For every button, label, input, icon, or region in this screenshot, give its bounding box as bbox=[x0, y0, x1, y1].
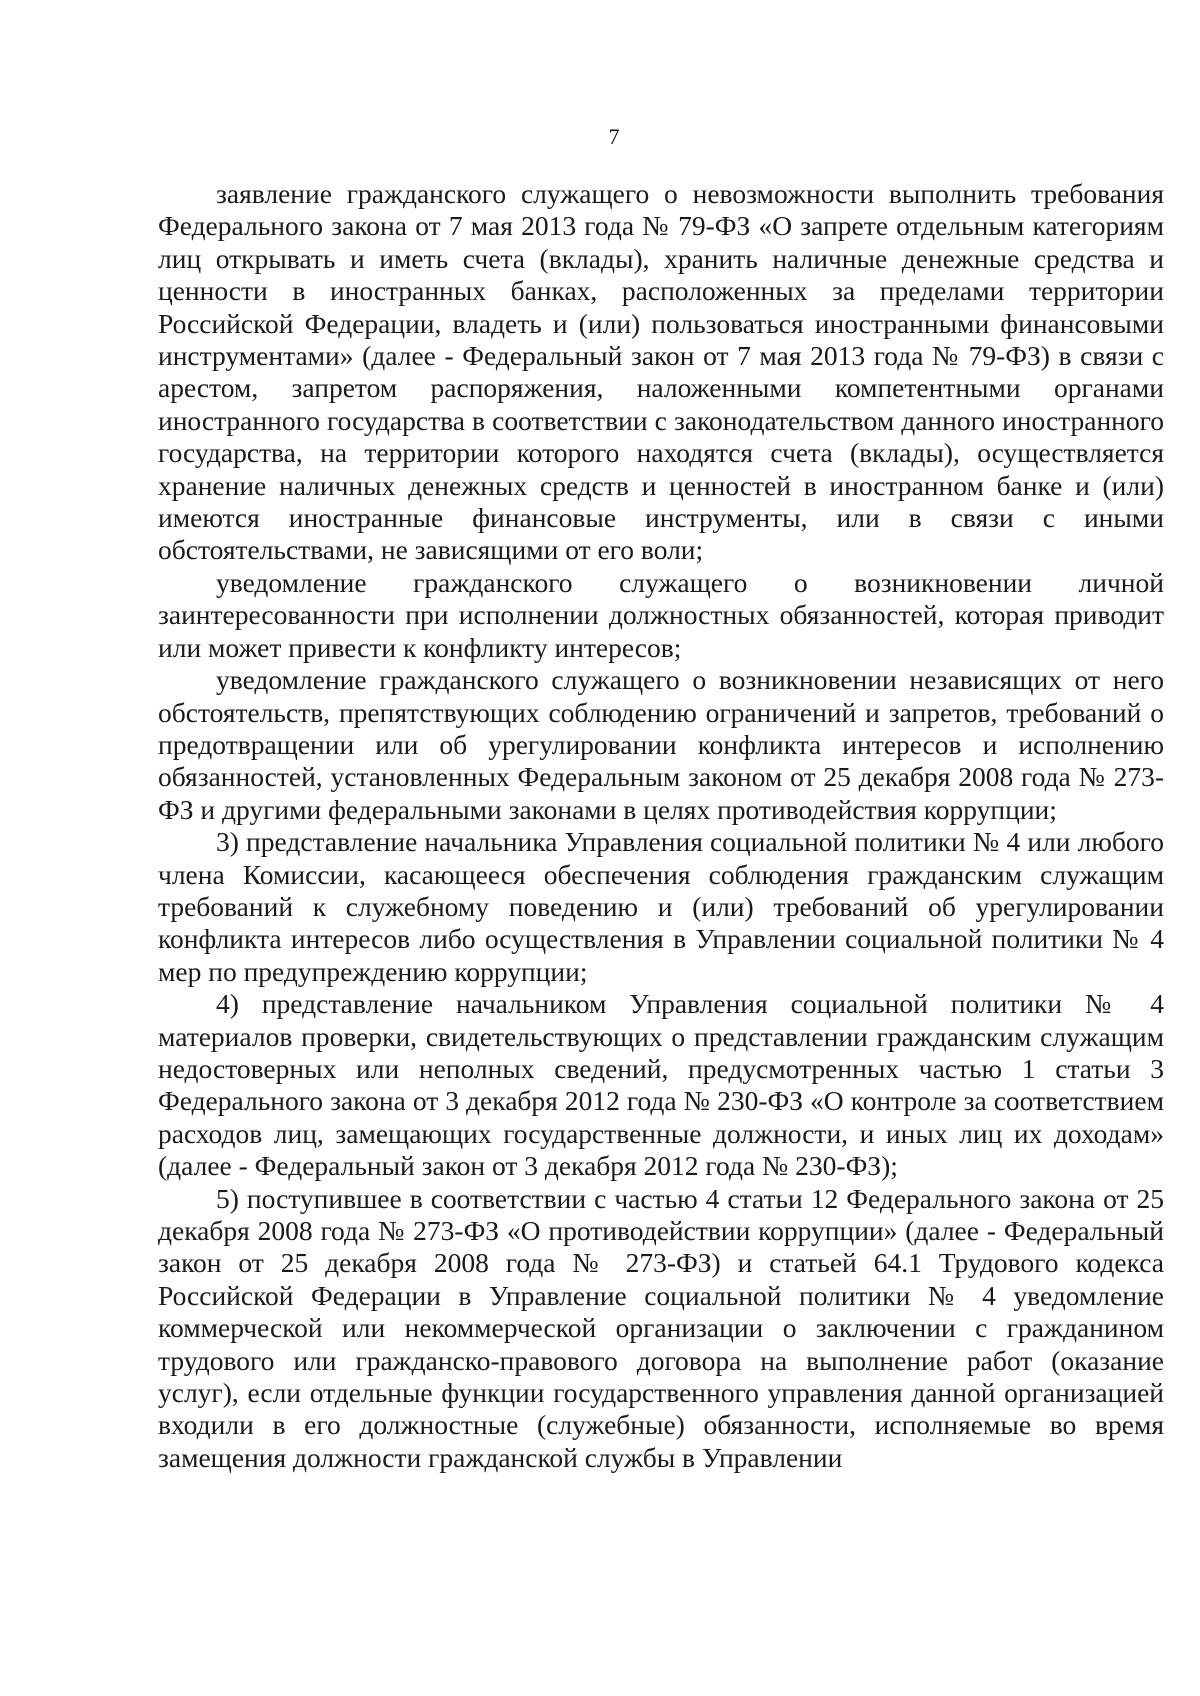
paragraph-item-3: 3) представление начальника Управления социальной политики № 4 или любого члена Комиссии, касающееся обеспечения соблюдения гражданским служащим требований к служебному поведению и (или) требований об урегулировании конфликта интересов либо осуществления в Управлении социальной политики № 4 мер по предупреждению коррупции; bbox=[158, 826, 1164, 987]
page-number: 7 bbox=[608, 124, 620, 149]
paragraph-item-5: 5) поступившее в соответствии с частью 4 статьи 12 Федерального закона от 25 декабря 2008 года № 273-ФЗ «О противодействии коррупции» (далее - Федеральный закон от 25 декабря 2008 года № 273-ФЗ) и статьей 64.1 Трудового кодекса Российской Федерации в Управление социальной политики № 4 уведомление коммерческой или некоммерческой организации о заключении с гражданином трудового или гражданско-правового договора на выполнение работ (оказание услуг), если отдельные функции государственного управления данной организацией входили в его должностные (служебные) обязанности, исполняемые во время замещения должности гражданской службы в Управлении bbox=[158, 1182, 1164, 1473]
document-body bbox=[158, 178, 1164, 1474]
paragraph-statement-foreign-accounts: заявление гражданского служащего о невозможности выполнить требования Федерального закона от 7 мая 2013 года № 79-ФЗ «О запрете отдельным категориям лиц открывать и иметь счета (вклады), хранить наличные денежные средства и ценности в иностранных банках, расположенных за пределами территории Российской Федерации, владеть и (или) пользоваться иностранными финансовыми инструментами» (далее - Федеральный закон от 7 мая 2013 года № 79-ФЗ) в связи с арестом, запретом распоряжения, наложенными компетентными органами иностранного государства в соответствии с законодательством данного иностранного государства, на территории которого находятся счета (вклады), осуществляется хранение наличных денежных средств и ценностей в иностранном банке и (или) имеются иностранные финансовые инструменты, или в связи с иными обстоятельствами, не зависящими от его воли; bbox=[158, 178, 1164, 566]
paragraph-item-4: 4) представление начальником Управления социальной политики № 4 материалов проверки, свидетельствующих о представлении гражданским служащим недостоверных или неполных сведений, предусмотренных частью 1 статьи 3 Федерального закона от 3 декабря 2012 года № 230-ФЗ «О контроле за соответствием расходов лиц, замещающих государственные должности, и иных лиц их доходам» (далее - Федеральный закон от 3 декабря 2012 года № 230-ФЗ); bbox=[158, 988, 1164, 1182]
paragraph-notice-personal-interest: уведомление гражданского служащего о возникновении личной заинтересованности при исполнении должностных обязанностей, которая приводит или может привести к конфликту интересов; bbox=[158, 566, 1164, 663]
paragraph-notice-circumstances: уведомление гражданского служащего о возникновении независящих от него обстоятельств, препятствующих соблюдению ограничений и запретов, требований о предотвращении или об урегулировании конфликта интересов и исполнению обязанностей, установленных Федеральным законом от 25 декабря 2008 года № 273-ФЗ и другими федеральными законами в целях противодействия коррупции; bbox=[158, 664, 1164, 825]
